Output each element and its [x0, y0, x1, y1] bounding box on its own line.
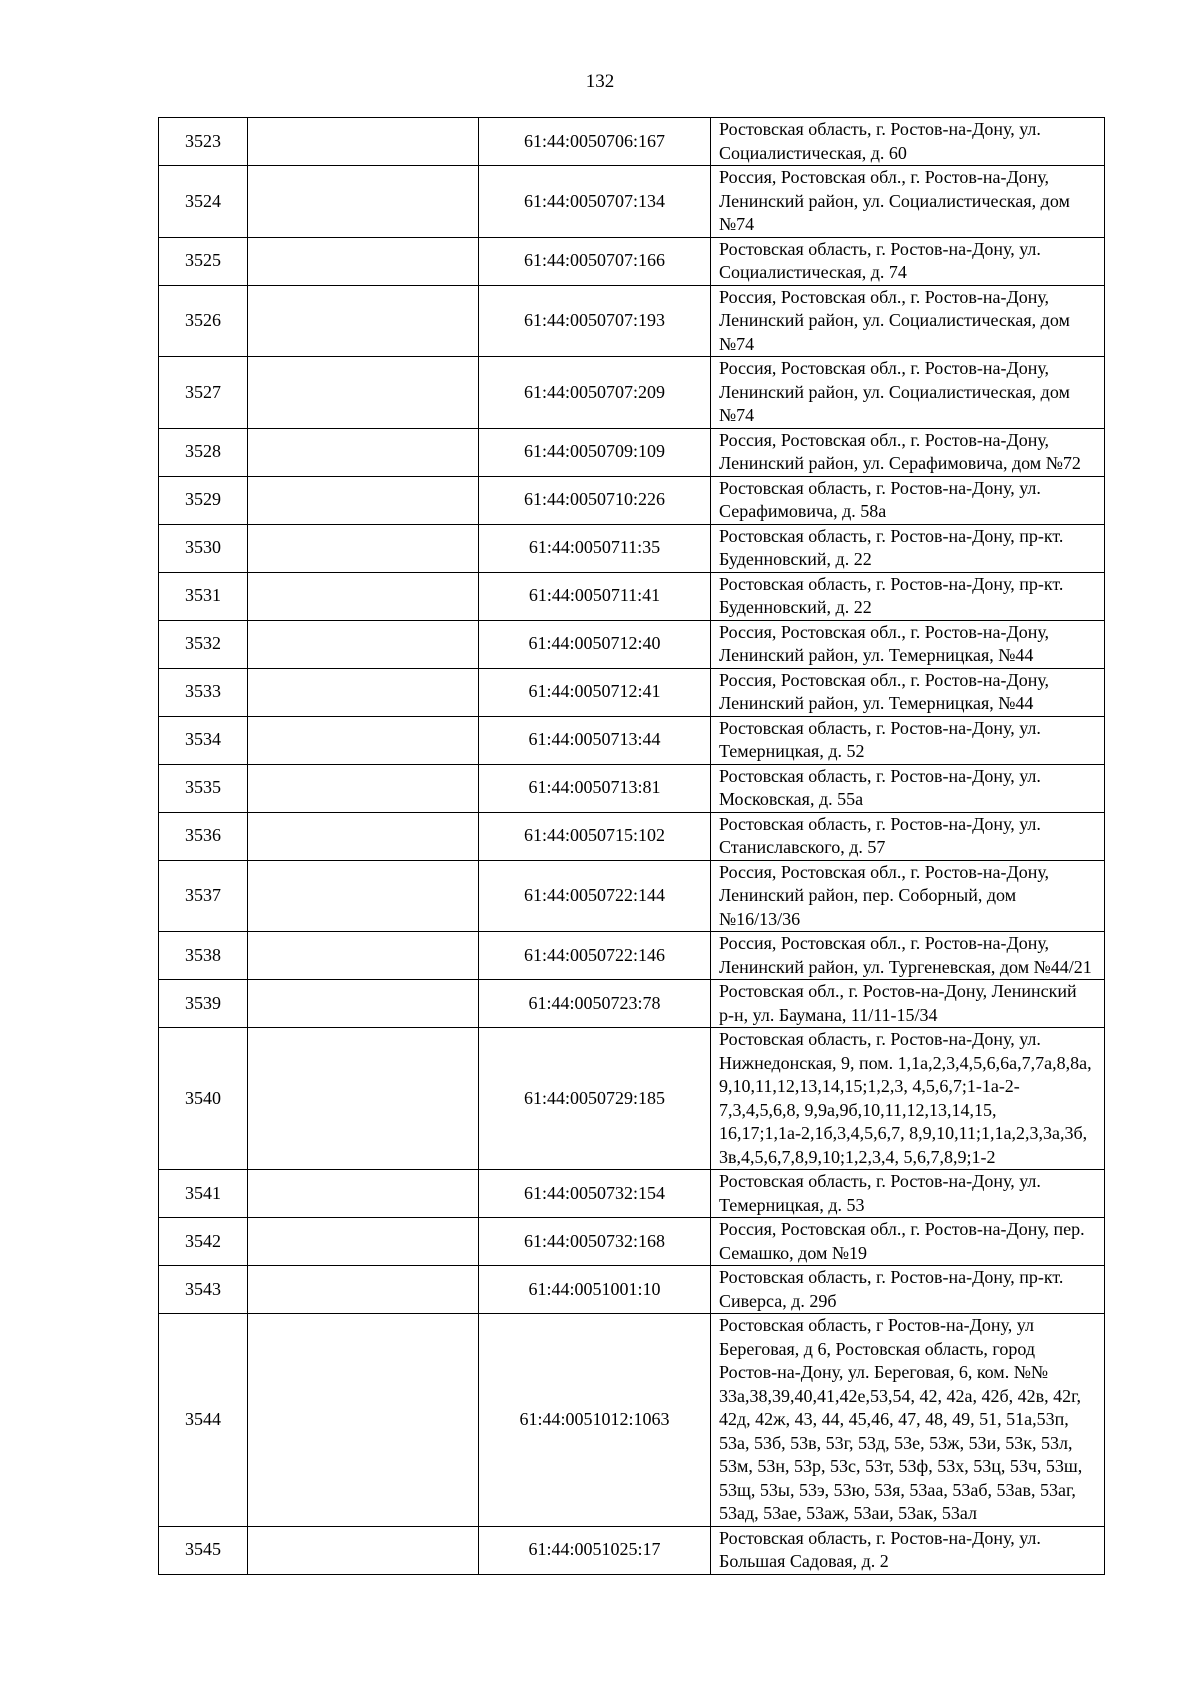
- empty-cell: [248, 428, 479, 476]
- address-cell: Россия, Ростовская обл., г. Ростов-на-Дону, Ленинский район, ул. Социалистическая, дом №74: [711, 357, 1105, 429]
- address-cell: Ростовская область, г. Ростов-на-Дону, ул. Социалистическая, д. 74: [711, 237, 1105, 285]
- table-row: [159, 764, 1105, 812]
- empty-cell: [248, 1266, 479, 1314]
- empty-cell: [248, 620, 479, 668]
- empty-cell: [248, 1218, 479, 1266]
- cadastral-number-cell: 61:44:0050707:193: [479, 285, 711, 357]
- row-number-cell: 3536: [159, 812, 248, 860]
- address-cell: Ростовская область, г Ростов-на-Дону, ул Береговая, д 6, Ростовская область, город Ростов-на-Дону, ул. Береговая, 6, ком. №№ 33а,38,39,40,41,42е,53,54, 42, 42а, 42б, 42в, 42г, 42д, 42ж, 43, 44, 45,46, 47, 48, 49, 51, 51а,53п, 53а, 53б, 53в, 53г, 53д, 53е, 53ж, 53и, 53к, 53л, 53м, 53н, 53р, 53с, 53т, 53ф, 53х, 53ц, 53ч, 53ш, 53щ, 53ы, 53э, 53ю, 53я, 53аа, 53аб, 53ав, 53аг, 53ад, 53ае, 53аж, 53аи, 53ак, 53ал: [711, 1314, 1105, 1527]
- cadastral-number-cell: 61:44:0051025:17: [479, 1526, 711, 1574]
- table-row: [159, 524, 1105, 572]
- address-cell: Ростовская область, г. Ростов-на-Дону, ул. Большая Садовая, д. 2: [711, 1526, 1105, 1574]
- address-cell: Ростовская область, г. Ростов-на-Дону, ул. Социалистическая, д. 60: [711, 118, 1105, 166]
- table-row: [159, 476, 1105, 524]
- table-row: [159, 237, 1105, 285]
- table-row: [159, 1526, 1105, 1574]
- cadastral-number-cell: 61:44:0050729:185: [479, 1028, 711, 1170]
- row-number-cell: 3524: [159, 166, 248, 238]
- empty-cell: [248, 716, 479, 764]
- address-cell: Ростовская область, г. Ростов-на-Дону, ул. Серафимовича, д. 58а: [711, 476, 1105, 524]
- cadastral-number-cell: 61:44:0050723:78: [479, 980, 711, 1028]
- cadastral-number-cell: 61:44:0051012:1063: [479, 1314, 711, 1527]
- address-cell: Ростовская обл., г. Ростов-на-Дону, Ленинский р-н, ул. Баумана, 11/11-15/34: [711, 980, 1105, 1028]
- row-number-cell: 3542: [159, 1218, 248, 1266]
- page-number: 132: [585, 71, 615, 92]
- cadastral-number-cell: 61:44:0050711:35: [479, 524, 711, 572]
- cadastral-number-cell: 61:44:0050707:209: [479, 357, 711, 429]
- table-row: [159, 1170, 1105, 1218]
- address-cell: Ростовская область, г. Ростов-на-Дону, пр-кт. Буденновский, д. 22: [711, 524, 1105, 572]
- row-number-cell: 3539: [159, 980, 248, 1028]
- cadastral-number-cell: 61:44:0050732:168: [479, 1218, 711, 1266]
- table-row: [159, 620, 1105, 668]
- row-number-cell: 3526: [159, 285, 248, 357]
- cadastral-number-cell: 61:44:0050713:81: [479, 764, 711, 812]
- address-cell: Россия, Ростовская обл., г. Ростов-на-Дону, Ленинский район, ул. Темерницкая, №44: [711, 668, 1105, 716]
- row-number-cell: 3528: [159, 428, 248, 476]
- empty-cell: [248, 237, 479, 285]
- empty-cell: [248, 932, 479, 980]
- row-number-cell: 3523: [159, 118, 248, 166]
- row-number-cell: 3534: [159, 716, 248, 764]
- table-body: [159, 118, 1105, 1575]
- address-cell: Ростовская область, г. Ростов-на-Дону, пр-кт. Буденновский, д. 22: [711, 572, 1105, 620]
- table-row: [159, 932, 1105, 980]
- row-number-cell: 3525: [159, 237, 248, 285]
- address-cell: Ростовская область, г. Ростов-на-Дону, ул. Темерницкая, д. 52: [711, 716, 1105, 764]
- cadastral-number-cell: 61:44:0050732:154: [479, 1170, 711, 1218]
- cadastral-number-cell: 61:44:0050709:109: [479, 428, 711, 476]
- cadastral-number-cell: 61:44:0050712:41: [479, 668, 711, 716]
- empty-cell: [248, 812, 479, 860]
- address-cell: Ростовская область, г. Ростов-на-Дону, пр-кт. Сиверса, д. 29б: [711, 1266, 1105, 1314]
- table-row: [159, 980, 1105, 1028]
- row-number-cell: 3545: [159, 1526, 248, 1574]
- row-number-cell: 3531: [159, 572, 248, 620]
- table-row: [159, 860, 1105, 932]
- table-row: [159, 1266, 1105, 1314]
- row-number-cell: 3543: [159, 1266, 248, 1314]
- cadastral-number-cell: 61:44:0050706:167: [479, 118, 711, 166]
- table-row: [159, 1314, 1105, 1527]
- address-cell: Россия, Ростовская обл., г. Ростов-на-Дону, Ленинский район, ул. Социалистическая, дом №74: [711, 285, 1105, 357]
- empty-cell: [248, 524, 479, 572]
- empty-cell: [248, 1526, 479, 1574]
- cadastral-number-cell: 61:44:0050707:134: [479, 166, 711, 238]
- cadastral-number-cell: 61:44:0050715:102: [479, 812, 711, 860]
- address-cell: Ростовская область, г. Ростов-на-Дону, ул. Темерницкая, д. 53: [711, 1170, 1105, 1218]
- table-row: [159, 716, 1105, 764]
- address-cell: Россия, Ростовская обл., г. Ростов-на-Дону, Ленинский район, ул. Темерницкая, №44: [711, 620, 1105, 668]
- cadastral-number-cell: 61:44:0051001:10: [479, 1266, 711, 1314]
- empty-cell: [248, 1170, 479, 1218]
- empty-cell: [248, 285, 479, 357]
- empty-cell: [248, 572, 479, 620]
- empty-cell: [248, 860, 479, 932]
- cadastral-number-cell: 61:44:0050712:40: [479, 620, 711, 668]
- row-number-cell: 3537: [159, 860, 248, 932]
- row-number-cell: 3535: [159, 764, 248, 812]
- row-number-cell: 3530: [159, 524, 248, 572]
- table-row: [159, 668, 1105, 716]
- row-number-cell: 3538: [159, 932, 248, 980]
- row-number-cell: 3544: [159, 1314, 248, 1527]
- row-number-cell: 3527: [159, 357, 248, 429]
- empty-cell: [248, 166, 479, 238]
- address-cell: Россия, Ростовская обл., г. Ростов-на-Дону, Ленинский район, ул. Социалистическая, дом №74: [711, 166, 1105, 238]
- cadastral-number-cell: 61:44:0050710:226: [479, 476, 711, 524]
- empty-cell: [248, 980, 479, 1028]
- empty-cell: [248, 476, 479, 524]
- table-row: [159, 166, 1105, 238]
- empty-cell: [248, 1028, 479, 1170]
- table-row: [159, 572, 1105, 620]
- row-number-cell: 3541: [159, 1170, 248, 1218]
- empty-cell: [248, 668, 479, 716]
- table-row: [159, 1218, 1105, 1266]
- table-row: [159, 118, 1105, 166]
- row-number-cell: 3532: [159, 620, 248, 668]
- cadastral-number-cell: 61:44:0050722:146: [479, 932, 711, 980]
- table-row: [159, 812, 1105, 860]
- cadastral-number-cell: 61:44:0050707:166: [479, 237, 711, 285]
- table-row: [159, 428, 1105, 476]
- empty-cell: [248, 764, 479, 812]
- address-cell: Ростовская область, г. Ростов-на-Дону, ул. Московская, д. 55а: [711, 764, 1105, 812]
- table-row: [159, 285, 1105, 357]
- empty-cell: [248, 1314, 479, 1527]
- table-row: [159, 1028, 1105, 1170]
- empty-cell: [248, 118, 479, 166]
- address-cell: Россия, Ростовская обл., г. Ростов-на-Дону, Ленинский район, пер. Соборный, дом №16/13/36: [711, 860, 1105, 932]
- address-cell: Россия, Ростовская обл., г. Ростов-на-Дону, Ленинский район, ул. Тургеневская, дом №44/21: [711, 932, 1105, 980]
- address-cell: Ростовская область, г. Ростов-на-Дону, ул. Станиславского, д. 57: [711, 812, 1105, 860]
- address-cell: Россия, Ростовская обл., г. Ростов-на-Дону, пер. Семашко, дом №19: [711, 1218, 1105, 1266]
- cadastral-number-cell: 61:44:0050713:44: [479, 716, 711, 764]
- cadastral-number-cell: 61:44:0050711:41: [479, 572, 711, 620]
- row-number-cell: 3533: [159, 668, 248, 716]
- row-number-cell: 3529: [159, 476, 248, 524]
- row-number-cell: 3540: [159, 1028, 248, 1170]
- cadastral-number-cell: 61:44:0050722:144: [479, 860, 711, 932]
- address-cell: Россия, Ростовская обл., г. Ростов-на-Дону, Ленинский район, ул. Серафимовича, дом №72: [711, 428, 1105, 476]
- table-row: [159, 357, 1105, 429]
- empty-cell: [248, 357, 479, 429]
- cadastral-table: [158, 117, 1105, 1575]
- address-cell: Ростовская область, г. Ростов-на-Дону, ул. Нижнедонская, 9, пом. 1,1а,2,3,4,5,6,6а,7,7а,8,8а, 9,10,11,12,13,14,15;1,2,3, 4,5,6,7;1-1а-2-7,3,4,5,6,8, 9,9а,9б,10,11,12,13,14,15, 16,17;1,1а-2,1б,3,4,5,6,7, 8,9,10,11;1,1а,2,3,3а,3б, 3в,4,5,6,7,8,9,10;1,2,3,4, 5,6,7,8,9;1-2: [711, 1028, 1105, 1170]
